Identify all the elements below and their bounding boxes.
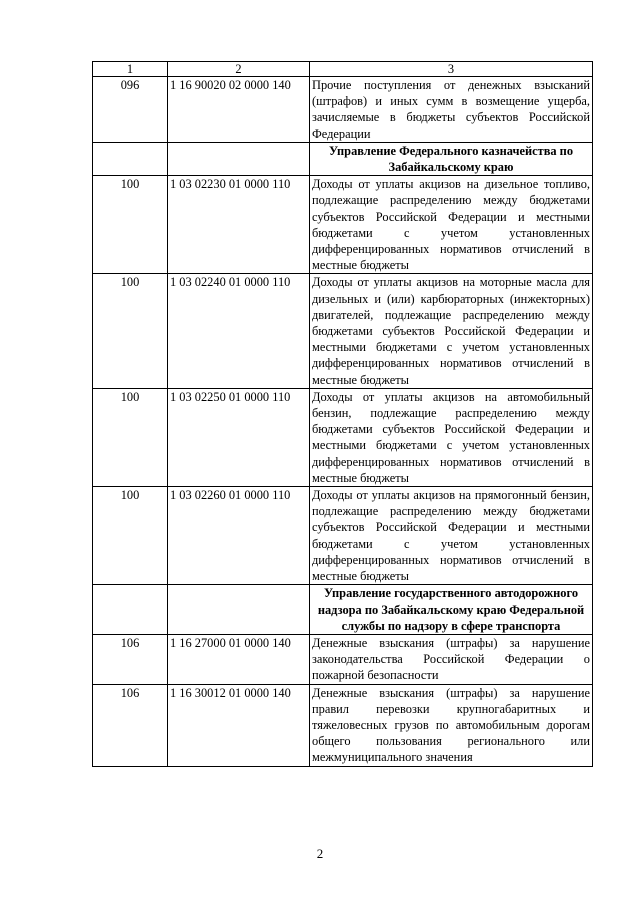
table-body — [93, 77, 593, 767]
revenue-code-cell: 1 03 02250 01 0000 110 — [168, 388, 310, 486]
column-header-3: 3 — [310, 62, 593, 77]
empty-cell — [93, 585, 168, 635]
empty-cell — [93, 142, 168, 175]
revenue-code-cell: 1 03 02240 01 0000 110 — [168, 274, 310, 388]
admin-code-cell: 100 — [93, 274, 168, 388]
revenue-code-cell: 1 16 27000 01 0000 140 — [168, 634, 310, 684]
table-row — [93, 684, 593, 766]
table-row — [93, 487, 593, 585]
admin-code-cell: 100 — [93, 388, 168, 486]
admin-code-cell: 100 — [93, 176, 168, 274]
table-row — [93, 634, 593, 684]
revenue-description-cell: Денежные взыскания (штрафы) за нарушение правил перевозки крупногабаритных и тяжеловесных грузов по автомобильным дорогам общего пользования регионального или межмуниципального значения — [310, 684, 593, 766]
empty-cell — [168, 142, 310, 175]
page-number: 2 — [316, 846, 324, 861]
revenue-code-cell: 1 16 90020 02 0000 140 — [168, 77, 310, 143]
revenue-description-cell: Доходы от уплаты акцизов на моторные масла для дизельных и (или) карбюраторных (инжекторных) двигателей, подлежащие распределению между бюджетами субъектов Российской Федерации и местными бюджетами с учетом установленных дифференцированных нормативов отчислений в местные бюджеты — [310, 274, 593, 388]
department-row — [93, 142, 593, 175]
empty-cell — [168, 585, 310, 635]
department-name: Управление Федерального казначейства по Забайкальскому краю — [310, 142, 593, 175]
department-name: Управление государственного автодорожного надзора по Забайкальскому краю Федеральной службы по надзору в сфере транспорта — [310, 585, 593, 635]
admin-code-cell: 096 — [93, 77, 168, 143]
admin-code-cell: 100 — [93, 487, 168, 585]
table-header-row — [93, 62, 593, 77]
admin-code-cell: 106 — [93, 634, 168, 684]
revenue-code-cell: 1 03 02260 01 0000 110 — [168, 487, 310, 585]
table-row — [93, 176, 593, 274]
revenue-description-cell: Доходы от уплаты акцизов на дизельное топливо, подлежащие распределению между бюджетами субъектов Российской Федерации и местными бюджетами с учетом установленных дифференцированных нормативов отчислений в местные бюджеты — [310, 176, 593, 274]
revenue-codes-table — [92, 61, 593, 767]
table-row — [93, 274, 593, 388]
column-header-2: 2 — [168, 62, 310, 77]
revenue-description-cell: Денежные взыскания (штрафы) за нарушение законодательства Российской Федерации о пожарной безопасности — [310, 634, 593, 684]
revenue-description-cell: Прочие поступления от денежных взысканий (штрафов) и иных сумм в возмещение ущерба, зачисляемые в бюджеты субъектов Российской Федерации — [310, 77, 593, 143]
table-row — [93, 77, 593, 143]
column-header-1: 1 — [93, 62, 168, 77]
revenue-code-cell: 1 16 30012 01 0000 140 — [168, 684, 310, 766]
revenue-description-cell: Доходы от уплаты акцизов на автомобильный бензин, подлежащие распределению между бюджетами субъектов Российской Федерации и местными бюджетами с учетом установленных дифференцированных нормативов отчислений в местные бюджеты — [310, 388, 593, 486]
department-row — [93, 585, 593, 635]
revenue-code-cell: 1 03 02230 01 0000 110 — [168, 176, 310, 274]
revenue-description-cell: Доходы от уплаты акцизов на прямогонный бензин, подлежащие распределению между бюджетами субъектов Российской Федерации и местными бюджетами с учетом установленных дифференцированных нормативов отчислений в местные бюджеты — [310, 487, 593, 585]
admin-code-cell: 106 — [93, 684, 168, 766]
table-row — [93, 388, 593, 486]
